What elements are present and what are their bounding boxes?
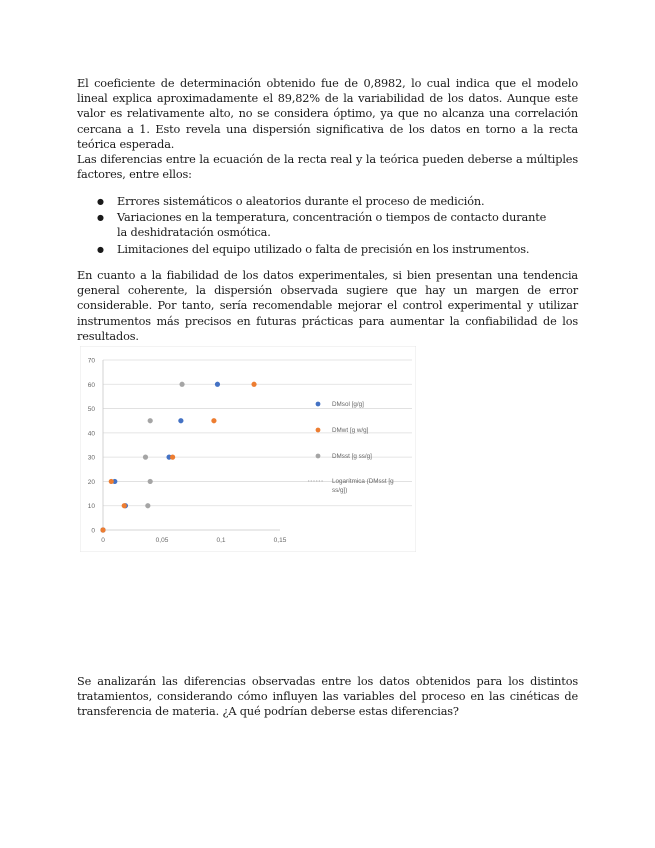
legend-marker bbox=[316, 454, 321, 459]
y-tick-label: 10 bbox=[87, 503, 95, 511]
y-tick-label: 60 bbox=[87, 381, 95, 389]
list-item: ● Variaciones en la temperatura, concentración o tiempos de contacto durante la deshidratación osmótica. bbox=[77, 210, 557, 240]
x-tick-label: 0 bbox=[101, 537, 105, 544]
data-point bbox=[211, 418, 216, 423]
y-tick-label: 50 bbox=[87, 406, 95, 414]
list-item: ● Limitaciones del equipo utilizado o falta de precisión en los instrumentos. bbox=[77, 242, 557, 257]
legend-label: DMwt [g w/g] bbox=[332, 427, 369, 434]
paragraph-determination-coefficient: El coeficiente de determinación obtenido fue de 0,8982, lo cual indica que el modelo lineal explica aproximadamente el 89,82% de la variabilidad de los datos. Aunque este valor es relativamente alto, no se considera óptimo, ya que no alcanza una correlación cercana a 1. Esto revela una dispersión significativa de los datos en torno a la recta teórica esperada. bbox=[77, 77, 578, 151]
legend-label: DMsst [g ss/g] bbox=[332, 453, 372, 460]
data-point bbox=[109, 479, 114, 484]
y-tick-label: 20 bbox=[87, 478, 95, 486]
chart-border bbox=[80, 346, 416, 552]
paragraph-differences-intro: Las diferencias entre la ecuación de la recta real y la teórica pueden deberse a múltiples factores, entre ellos: bbox=[77, 153, 578, 182]
data-point bbox=[251, 382, 256, 387]
data-point bbox=[122, 503, 127, 508]
legend-label: DMsol [g/g] bbox=[332, 401, 364, 408]
x-tick-label: 0,15 bbox=[273, 537, 287, 544]
paragraph-analysis-question: Se analizarán las diferencias observadas entre los datos obtenidos para los distintos tratamientos, considerando cómo influyen las variables del proceso en las cinéticas de transferencia de materia. ¿A qué podrían deberse estas diferencias? bbox=[77, 675, 578, 719]
y-tick-label: 0 bbox=[91, 527, 95, 535]
list-item: ● Errores sistemáticos o aleatorios durante el proceso de medición. bbox=[77, 194, 557, 209]
data-point bbox=[179, 382, 184, 387]
x-tick-label: 0,1 bbox=[216, 537, 226, 544]
data-point bbox=[148, 479, 153, 484]
y-tick-label: 40 bbox=[87, 430, 95, 438]
data-point bbox=[143, 455, 148, 460]
data-point bbox=[148, 418, 153, 423]
x-tick-label: 0,05 bbox=[155, 537, 169, 544]
data-point bbox=[145, 503, 150, 508]
y-tick-label: 70 bbox=[87, 357, 95, 365]
data-point bbox=[178, 418, 183, 423]
data-point bbox=[215, 382, 220, 387]
data-point bbox=[100, 527, 105, 532]
legend-label: Logarítmica (DMsst [g bbox=[332, 478, 394, 485]
legend-marker bbox=[316, 402, 321, 407]
y-tick-label: 30 bbox=[87, 454, 95, 462]
scatter-chart bbox=[80, 346, 416, 552]
legend-label: ss/g]) bbox=[332, 487, 348, 494]
paragraph-reliability: En cuanto a la fiabilidad de los datos experimentales, si bien presentan una tendencia general coherente, la dispersión observada sugiere que hay un margen de error considerable. Por tanto, sería recomendable mejorar el control experimental y utilizar instrumentos más precisos en futuras prácticas para aumentar la confiabilidad de los resultados. bbox=[77, 269, 578, 343]
data-point bbox=[170, 455, 175, 460]
factors-list bbox=[77, 194, 557, 258]
legend-marker bbox=[316, 428, 321, 433]
